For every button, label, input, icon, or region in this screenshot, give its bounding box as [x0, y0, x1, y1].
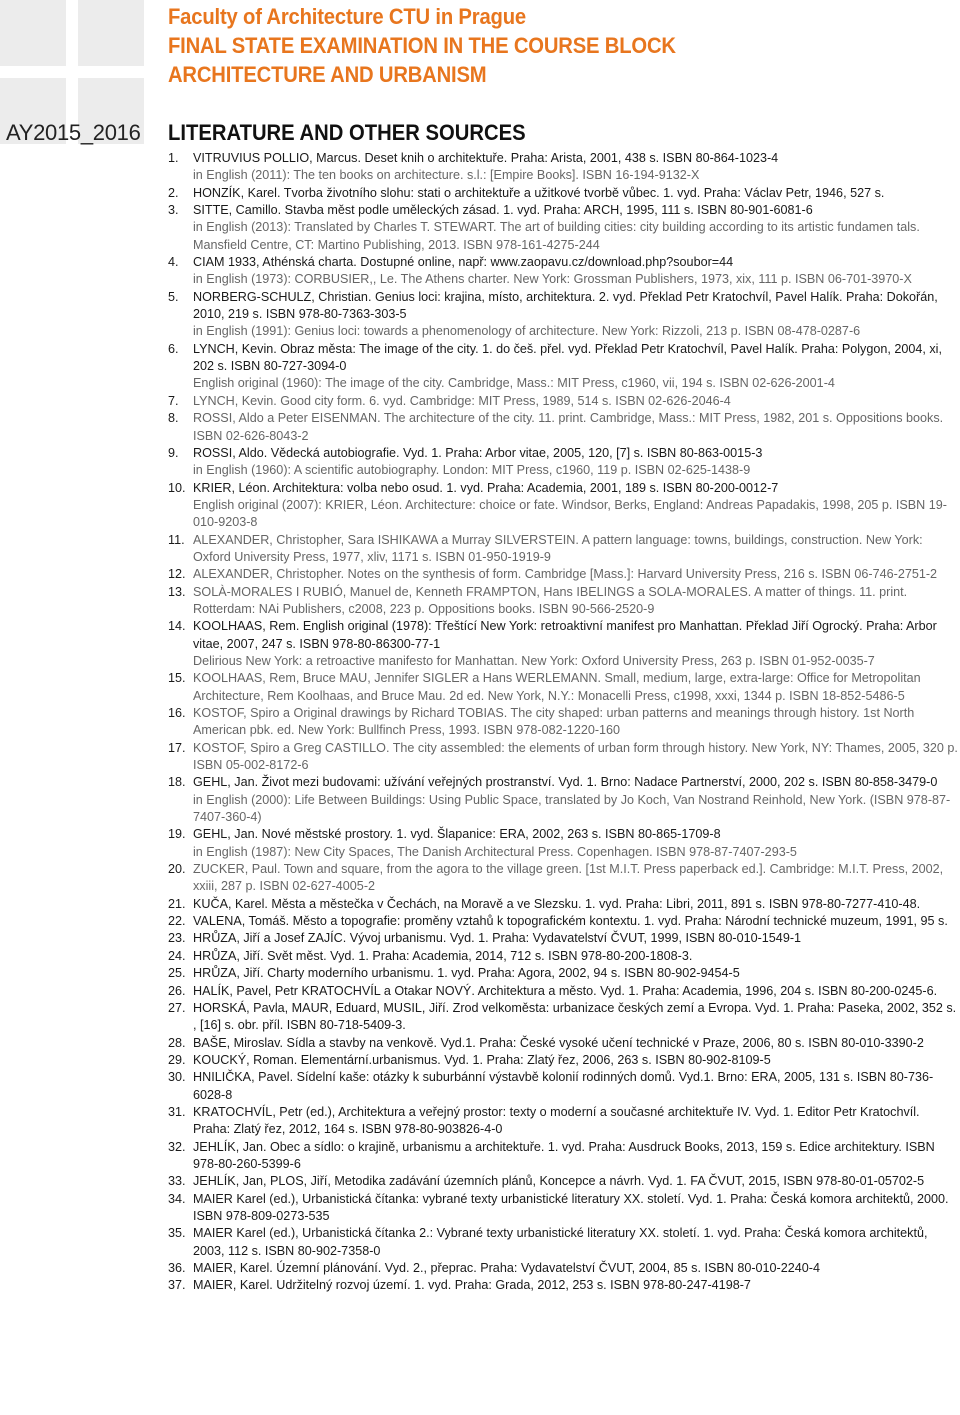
list-item: [168, 896, 958, 913]
item-english-edition: Delirious New York: a retroactive manifesto for Manhattan. New York: Oxford University Press, 263 p. ISBN 01-952-0035-7: [193, 653, 875, 668]
item-number: 9.: [168, 445, 179, 460]
item-citation: VITRUVIUS POLLIO, Marcus. Deset knih o architektuře. Praha: Arista, 2001, 438 s. ISBN 80-864-1023-4: [193, 151, 779, 165]
item-number: 14.: [168, 619, 186, 634]
item-citation: JEHLÍK, Jan. Obec a sídlo: o krajině, urbanismu a architektuře. 1. vyd. Praha: Ausdruck Books, 2013, 159 s. Edice architektury. ISBN 978-80-260-5399-6: [193, 1139, 935, 1171]
list-item: [168, 1069, 958, 1104]
item-number: 8.: [168, 411, 179, 426]
item-number: 18.: [168, 775, 186, 790]
list-item: [168, 341, 958, 393]
list-item: [168, 618, 958, 670]
item-number: 22.: [168, 914, 186, 929]
list-item: [168, 566, 958, 583]
section-title: LITERATURE AND OTHER SOURCES: [168, 120, 526, 145]
item-number: 29.: [168, 1052, 186, 1067]
list-item: [168, 480, 958, 532]
list-item: [168, 948, 958, 965]
item-number: 34.: [168, 1191, 186, 1206]
item-english-edition: ALEXANDER, Christopher, Sara ISHIKAWA a Murray SILVERSTEIN. A pattern language: towns, buildings, construction. New York: Oxford University Press, 1977, xliv, 1171 s. ISBN 01-950-1919-9: [193, 532, 923, 564]
list-item: [168, 289, 958, 341]
item-number: 27.: [168, 1000, 186, 1015]
item-number: 3.: [168, 203, 179, 218]
item-number: 1.: [168, 151, 179, 165]
item-number: 15.: [168, 671, 186, 686]
list-item: [168, 1260, 958, 1277]
page-header: [168, 2, 948, 89]
item-citation: HRŮZA, Jiří. Charty moderního urbanismu. 1. vyd. Praha: Agora, 2002, 94 s. ISBN 80-902-9454-5: [193, 966, 740, 981]
list-item: [168, 150, 958, 185]
item-citation: NORBERG-SCHULZ, Christian. Genius loci: krajina, místo, architektura. 2. vyd. Překlad Petr Kratochvíl, Pavel Halík. Praha: Dokořán, 2010, 219 s. ISBN 978-80-7363-303-5: [193, 289, 938, 322]
list-item: [168, 861, 958, 896]
list-item: [168, 1173, 958, 1190]
item-citation: HRŮZA, Jiří a Josef ZAJÍC. Vývoj urbanismu. Vyd. 1. Praha: Vydavatelství ČVUT, 1999, ISBN 80-010-1549-1: [193, 931, 802, 946]
list-item: [168, 930, 958, 947]
item-number: 30.: [168, 1070, 186, 1085]
list-item: [168, 983, 958, 1000]
item-english-edition: in English (2000): Life Between Buildings: Using Public Space, translated by Jo Koch, Van Nostrand Reinhold, New York. (ISBN 978-87-7407-360-4): [193, 792, 951, 825]
item-number: 24.: [168, 948, 186, 963]
item-citation: HONZÍK, Karel. Tvorba životního slohu: stati o architektuře a užitkové tvorbě vůbec. 1. vyd. Praha: Václav Petr, 1946, 527 s.: [193, 185, 885, 200]
item-number: 32.: [168, 1139, 186, 1154]
exam-title: FINAL STATE EXAMINATION IN THE COURSE BLOCK: [168, 33, 676, 58]
item-citation: GEHL, Jan. Život mezi budovami: užívání veřejných prostranství. Vyd. 1. Brno: Nadace Partnerství, 2000, 202 s. ISBN 80-858-3479-0: [193, 775, 938, 790]
item-number: 35.: [168, 1226, 186, 1241]
item-number: 12.: [168, 567, 186, 582]
item-english-edition: KOSTOF, Spiro a Original drawings by Richard TOBIAS. The city shaped: urban patterns and meanings through history. 1st North American pbk. ed. New York: Bullfinch Press, 1993. ISBN 978-082-1220-160: [193, 706, 915, 738]
item-citation: MAIER Karel (ed.), Urbanistická čítanka 2.: Vybrané texty urbanistické literatury XX. století. 1. vyd. Praha: Česká komora architektů, 2003, 112 s. ISBN 80-902-7358-0: [193, 1226, 928, 1258]
item-english-edition: in English (1960): A scientific autobiography. London: MIT Press, c1960, 119 p. ISBN 02-625-1438-9: [193, 463, 751, 478]
item-citation: LYNCH, Kevin. Obraz města: The image of the city. 1. do češ. přel. vyd. Překlad Petr Kratochvíl, Pavel Halík. Praha: Polygon, 2004, xi, 202 s. ISBN 80-727-3094-0: [193, 341, 942, 374]
item-citation: KOUCKÝ, Roman. Elementární.urbanismus. Vyd. 1. Praha: Zlatý řez, 2006, 263 s. ISBN 80-902-8109-5: [193, 1052, 771, 1067]
list-item: [168, 393, 958, 410]
item-citation: HALÍK, Pavel, Petr KRATOCHVÍL a Otakar NOVÝ. Architektura a město. Vyd. 1. Praha: Academia, 1996, 204 s. ISBN 80-200-0245-6.: [193, 983, 938, 998]
item-english-edition: in English (1973): CORBUSIER,, Le. The Athens charter. New York: Grossman Publishers, 1973, xix, 111 p. ISBN 06-701-3970-X: [193, 272, 912, 287]
item-citation: HORSKÁ, Pavla, MAUR, Eduard, MUSIL, Jiří. Zrod velkoměsta: urbanizace českých zemí a Evropa. Vyd. 1. Praha: Paseka, 2002, 352 s. , [16] s. obr. příl. ISBN 80-718-5409-3.: [193, 1000, 957, 1033]
list-item: [168, 1052, 958, 1069]
item-citation: MAIER, Karel. Územní plánování. Vyd. 2., přeprac. Praha: Vydavatelství ČVUT, 2004, 85 s. ISBN 80-010-2240-4: [193, 1261, 820, 1275]
list-item: [168, 445, 958, 480]
item-citation: HNILIČKA, Pavel. Sídelní kaše: otázky k suburbánní výstavbě kolonií rodinných domů. Vyd.1. Brno: ERA, 2005, 131 s. ISBN 80-736-6028-8: [193, 1070, 934, 1102]
item-number: 6.: [168, 341, 179, 356]
item-number: 16.: [168, 706, 186, 720]
list-item: [168, 185, 958, 202]
faculty-title: Faculty of Architecture CTU in Prague: [168, 4, 526, 29]
item-citation: SITTE, Camillo. Stavba měst podle uměleckých zásad. 1. vyd. Praha: ARCH, 1995, 111 s. ISBN 80-901-6081-6: [193, 203, 813, 218]
list-item: [168, 1000, 958, 1035]
item-citation: KUČA, Karel. Města a městečka v Čechách, na Moravě a ve Slezsku. 1. vyd. Praha: Libri, 2011, 891 s. ISBN 978-80-7277-410-48.: [193, 896, 921, 911]
item-english-edition: in English (1991): Genius loci: towards a phenomenology of architecture. New York: Rizzoli, 213 p. ISBN 08-478-0287-6: [193, 324, 861, 339]
item-citation: CIAM 1933, Athénská charta. Dostupné online, např: www.zaopavu.cz/download.php?soubor=44: [193, 255, 734, 270]
item-number: 25.: [168, 966, 186, 981]
item-english-edition: ZUCKER, Paul. Town and square, from the agora to the village green. [1st M.I.T. Press paperback ed.]. Cambridge: M.I.T. Press, 2002, xxiii, 287 p. ISBN 02-627-4005-2: [193, 862, 944, 894]
list-item: [168, 670, 958, 705]
item-number: 19.: [168, 827, 186, 842]
item-english-edition: in English (2013): Translated by Charles T. STEWART. The art of building cities: city building according to its artistic fundamen tals. Mansfield Centre, CT: Martino Publishing, 2013. ISBN 978-161-4275-244: [193, 220, 920, 252]
item-number: 31.: [168, 1104, 186, 1119]
item-number: 13.: [168, 584, 186, 599]
item-english-edition: ROSSI, Aldo a Peter EISENMAN. The architecture of the city. 11. print. Cambridge, Mass.: MIT Press, 1982, 201 s. Oppositions books. ISBN 02-626-8043-2: [193, 411, 944, 443]
course-title: ARCHITECTURE AND URBANISM: [168, 62, 487, 87]
list-item: [168, 584, 958, 619]
list-item: [168, 1139, 958, 1174]
item-number: 5.: [168, 289, 179, 304]
item-citation: BAŠE, Miroslav. Sídla a stavby na venkově. Vyd.1. Praha: České vysoké učení technické v Praze, 2006, 80 s. ISBN 80-010-3390-2: [193, 1035, 924, 1050]
item-citation: GEHL, Jan. Nové městské prostory. 1. vyd. Šlapanice: ERA, 2002, 263 s. ISBN 80-865-1709-8: [193, 827, 721, 842]
item-english-edition: English original (2007): KRIER, Léon. Architecture: choice or fate. Windsor, Berks, England: Andreas Papadakis, 1998, 205 p. ISBN 19-010-9203-8: [193, 497, 947, 530]
item-number: 26.: [168, 983, 186, 998]
item-english-edition: LYNCH, Kevin. Good city form. 6. vyd. Cambridge: MIT Press, 1989, 514 s. ISBN 02-626-2046-4: [193, 393, 731, 408]
item-english-edition: English original (1960): The image of the city. Cambridge, Mass.: MIT Press, c1960, vii, 194 s. ISBN 02-626-2001-4: [193, 376, 835, 391]
item-number: 7.: [168, 393, 179, 408]
list-item: [168, 410, 958, 445]
item-citation: VALENA, Tomáš. Město a topografie: proměny vztahů k topografickém kontextu. 1. vyd. Praha: Národní technické muzeum, 1991, 95 s.: [193, 914, 948, 929]
item-number: 17.: [168, 740, 186, 755]
item-number: 28.: [168, 1035, 186, 1050]
item-number: 33.: [168, 1174, 186, 1189]
item-number: 20.: [168, 862, 186, 877]
item-number: 21.: [168, 896, 186, 911]
item-number: 36.: [168, 1261, 186, 1275]
list-item: [168, 774, 958, 826]
list-item: [168, 1277, 958, 1294]
item-citation: JEHLÍK, Jan, PLOS, Jiří, Metodika zadávání územních plánů, Koncepce a návrh. Vyd. 1. FA ČVUT, 2015, ISBN 978-80-01-05702-5: [193, 1174, 925, 1189]
list-item: [168, 254, 958, 289]
list-item: [168, 705, 958, 740]
list-item: [168, 1104, 958, 1139]
item-number: 11.: [168, 532, 185, 547]
list-item: [168, 1191, 958, 1226]
literature-list: [168, 150, 958, 1295]
item-number: 37.: [168, 1278, 186, 1293]
item-english-edition: ALEXANDER, Christopher. Notes on the synthesis of form. Cambridge [Mass.]: Harvard University Press, 216 s. ISBN 06-746-2751-2: [193, 567, 938, 582]
item-number: 10.: [168, 480, 186, 495]
item-citation: HRŮZA, Jiří. Svět měst. Vyd. 1. Praha: Academia, 2014, 712 s. ISBN 978-80-200-1808-3.: [193, 948, 693, 963]
list-item: [168, 202, 958, 254]
item-citation: MAIER Karel (ed.), Urbanistická čítanka: vybrané texty urbanistické literatury XX. století. Vyd. 1. Praha: Česká komora architektů, 2000. ISBN 978-809-0273-535: [193, 1191, 949, 1223]
item-number: 2.: [168, 185, 179, 200]
item-english-edition: KOSTOF, Spiro a Greg CASTILLO. The city assembled: the elements of urban form through history. New York, NY: Thames, 2005, 320 p. ISBN 05-002-8172-6: [193, 740, 958, 773]
item-english-edition: KOOLHAAS, Rem, Bruce MAU, Jennifer SIGLER a Hans WERLEMANN. Small, medium, large, extra-large: Office for Metropolitan Architecture, Rem Koolhaas, and Bruce Mau. 2d ed. New York, N.Y.: Monacelli Press, c1998, xxxi, 1344 p. ISBN 18-852-5486-5: [193, 671, 921, 703]
list-item: [168, 1225, 958, 1260]
item-citation: KOOLHAAS, Rem. English original (1978): Třeštící New York: retroaktivní manifest pro Manhattan. Překlad Jiří Ogrocký. Praha: Arbor vitae, 2007, 247 s. ISBN 978-80-86300-77-1: [193, 619, 937, 651]
item-citation: KRATOCHVÍL, Petr (ed.), Architektura a veřejný prostor: texty o moderní a současné architektuře IV. Vyd. 1. Editor Petr Kratochvíl. Praha: Zlatý řez, 2012, 164 s. ISBN 978-80-903826-4-0: [193, 1104, 920, 1137]
item-number: 23.: [168, 931, 186, 946]
list-item: [168, 965, 958, 982]
item-citation: MAIER, Karel. Udržitelný rozvoj území. 1. vyd. Praha: Grada, 2012, 253 s. ISBN 978-80-247-4198-7: [193, 1278, 751, 1293]
list-item: [168, 826, 958, 861]
academic-year: AY2015_2016: [6, 120, 141, 145]
list-item: [168, 913, 958, 930]
list-item: [168, 740, 958, 775]
item-english-edition: in English (1987): New City Spaces, The Danish Architectural Press. Copenhagen. ISBN 978-87-7407-293-5: [193, 844, 797, 859]
item-citation: ROSSI, Aldo. Vědecká autobiografie. Vyd. 1. Praha: Arbor vitae, 2005, 120, [7] s. ISBN 80-863-0015-3: [193, 445, 763, 460]
item-number: 4.: [168, 255, 179, 270]
list-item: [168, 1035, 958, 1052]
item-citation: KRIER, Léon. Architektura: volba nebo osud. 1. vyd. Praha: Academia, 2001, 189 s. ISBN 80-200-0012-7: [193, 480, 779, 495]
list-item: [168, 532, 958, 567]
item-english-edition: SOLÀ-MORALES I RUBIÓ, Manuel de, Kenneth FRAMPTON, Hans IBELINGS a SOLA-MORALES. A matter of things. 11. print. Rotterdam: NAi Publishers, c2008, 223 p. Oppositions books. ISBN 90-566-2520-9: [193, 584, 908, 616]
item-english-edition: in English (2011): The ten books on architecture. s.l.: [Empire Books]. ISBN 16-194-9132-X: [193, 168, 700, 183]
